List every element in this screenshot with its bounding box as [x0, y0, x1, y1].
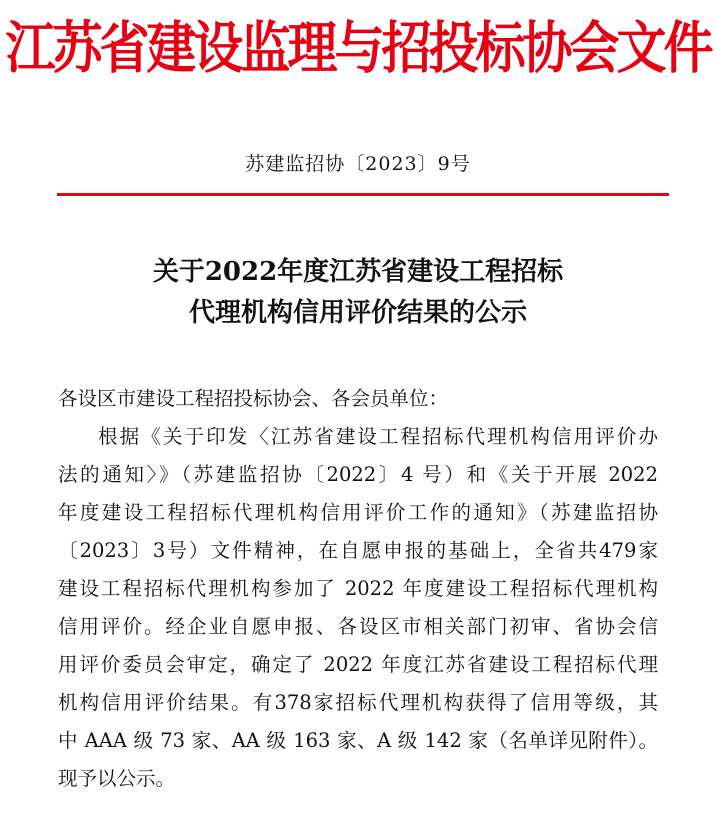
salutation: 各设区市建设工程招投标协会、各会员单位： — [58, 387, 449, 410]
body-line: 法的通知〉》（苏建监招协〔2022〕4 号）和《关于开展 2022 — [58, 463, 658, 486]
body-line: 〔2023〕3号）文件精神，在自愿申报的基础上，全省共479家 — [58, 539, 658, 562]
red-divider-rule — [57, 193, 669, 196]
document-title-line-1: 关于2022年度江苏省建设工程招标 — [152, 257, 564, 287]
body-line: 中 AAA 级 73 家、AA 级 163 家、A 级 142 家（名单详见附件）。 — [58, 729, 658, 752]
body-line: 现予以公示。 — [58, 767, 176, 790]
document-number: 苏建监招协〔2023〕9号 — [245, 153, 471, 175]
body-line: 机构信用评价结果。有378家招标代理机构获得了信用等级，其 — [58, 691, 658, 714]
masthead-title: 江苏省建设监理与招投标协会文件 — [5, 14, 711, 81]
body-paragraph — [58, 418, 658, 798]
body-line: 建设工程招标代理机构参加了 2022 年度建设工程招标代理机构 — [58, 577, 658, 600]
body-line: 信用评价。经企业自愿申报、各设区市相关部门初审、省协会信 — [58, 615, 658, 638]
body-line: 根据《关于印发〈江苏省建设工程招标代理机构信用评价办 — [98, 425, 658, 448]
document-title-line-2: 代理机构信用评价结果的公示 — [188, 298, 527, 328]
body-line: 用评价委员会审定，确定了 2022 年度江苏省建设工程招标代理 — [58, 653, 658, 676]
body-line: 年度建设工程招标代理机构信用评价工作的通知》（苏建监招协 — [58, 501, 658, 524]
